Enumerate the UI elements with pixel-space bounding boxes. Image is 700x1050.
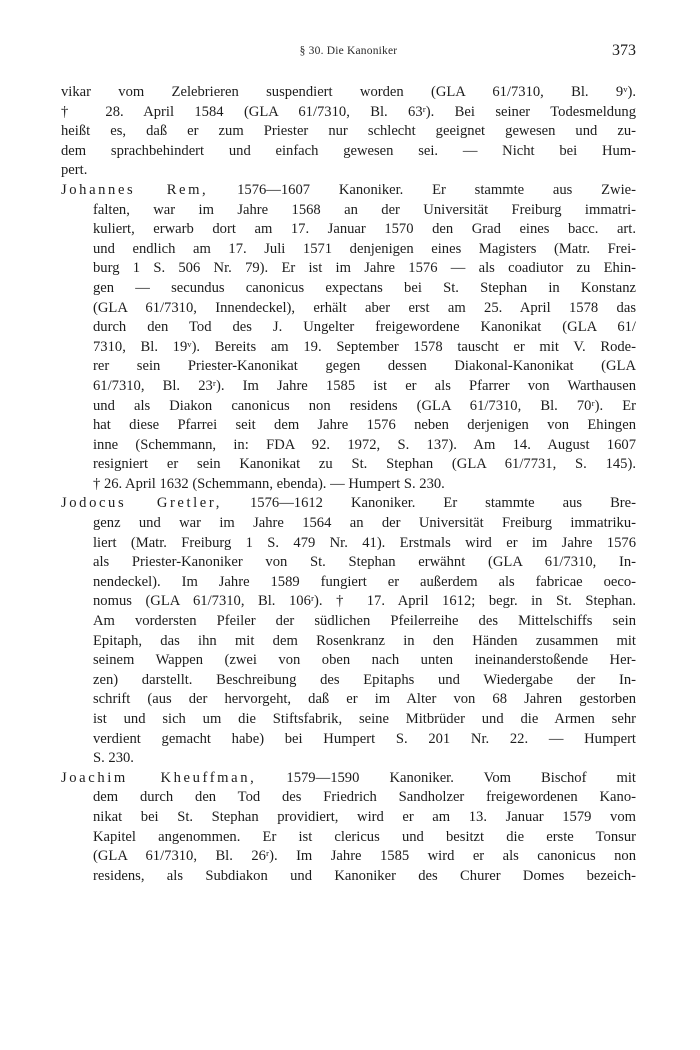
text-line: verdient gemacht habe) bei Humpert S. 201 Nr. 22. — Humpert [93,730,636,747]
text-line: Epitaph, das ihn mit dem Rosenkranz in den Händen zusammen mit [93,632,636,649]
text-line: vikar vom Zelebrieren suspendiert worden (GLA 61/7310, Bl. 9ᵛ). [61,84,636,100]
page-header [61,42,636,68]
entry-first-line [61,181,636,201]
text-line: (GLA 61/7310, Bl. 26ʳ). Im Jahre 1585 wird er als canonicus non [93,848,636,865]
body-text [61,83,636,886]
text-line: Kapitel angenommen. Er ist clericus und besitzt die erste Tonsur [93,828,636,845]
text-line: und als Diakon canonicus non residens (GLA 61/7310, Bl. 70ʳ). Er [93,397,636,414]
running-head: § 30. Die Kanoniker [299,45,398,57]
entry-johannes-rem [61,181,636,495]
text-line: zen) darstellt. Beschreibung des Epitaphs und Wiedergabe der In- [93,671,636,688]
text-fragment: 1576—1612 Kanoniker. Er stammte aus Bre- [222,495,636,512]
entry-joachim-kheuffman [61,769,636,887]
text-line: dem durch den Tod des Friedrich Sandholzer freigewordenen Kano- [93,789,636,806]
text-line: nikat bei St. Stephan providiert, wird er am 13. Januar 1579 vom [93,808,636,825]
entry-first-line [61,494,636,514]
text-line: S. 230. [93,750,134,767]
text-line: nendeckel). Im Jahre 1589 fungiert er außerdem als fabricae oeco- [93,573,636,590]
entry-first-line [61,769,636,789]
text-line: nomus (GLA 61/7310, Bl. 106ʳ). † 17. April 1612; begr. in St. Stephan. [93,593,636,610]
entry-name: Johannes Rem, [61,181,209,198]
entry-name: Jodocus Gretler, [61,495,223,512]
entry-continuation [61,83,636,181]
text-line: (GLA 61/7310, Innendeckel), erhält aber erst am 25. April 1578 das [93,299,636,316]
text-line: dem sprachbehindert und einfach gewesen sei. — Nicht bei Hum- [61,142,636,159]
text-line: residens, als Subdiakon und Kanoniker des Churer Domes bezeich- [93,867,636,884]
text-line: hat diese Pfarrei seit dem Jahre 1576 neben derjenigen von Ehingen [93,417,636,434]
page-number: 373 [612,42,636,59]
text-line: pert. [61,162,88,179]
text-line: resigniert er sein Kanonikat zu St. Stephan (GLA 61/7731, S. 145). [93,456,636,473]
text-line: schrift (aus der hervorgeht, daß er im Alter von 68 Jahren gestorben [93,691,636,708]
text-line: seinem Wappen (zwei von oben nach unten ineinanderstoßende Her- [93,652,636,669]
text-fragment: 1576—1607 Kanoniker. Er stammte aus Zwie- [208,181,636,198]
text-fragment: 1579—1590 Kanoniker. Vom Bischof mit [256,769,636,786]
text-line: falten, war im Jahre 1568 an der Universität Freiburg immatri- [93,201,636,218]
text-line: 61/7310, Bl. 23ʳ). Im Jahre 1585 ist er als Pfarrer von Warthausen [93,377,636,394]
text-line: und endlich am 17. Juli 1571 denjenigen eines Magisters (Matr. Frei- [93,240,636,257]
entry-jodocus-gretler [61,494,636,768]
text-line: genz und war im Jahre 1564 an der Universität Freiburg immatriku- [93,515,636,532]
entry-name: Joachim Kheuffman, [61,769,257,786]
text-line: 7310, Bl. 19ᵛ). Bereits am 19. September 1578 tauscht er mit V. Rode- [93,338,636,355]
text-line: kuliert, erwarb dort am 17. Januar 1570 den Grad eines bacc. art. [93,221,636,238]
text-line: Am vordersten Pfeiler der südlichen Pfeilerreihe des Mittelschiffs sein [93,613,636,630]
text-line: burg 1 S. 506 Nr. 79). Er ist im Jahre 1576 — als coadiutor zu Ehin- [93,260,636,277]
text-line: † 28. April 1584 (GLA 61/7310, Bl. 63ʳ). Bei seiner Todesmeldung [61,103,636,120]
text-line: ist und sich um die Stiftsfabrik, seine Mitbrüder und die Armen sehr [93,711,636,727]
text-line: † 26. April 1632 (Schemmann, ebenda). — Humpert S. 230. [93,475,445,492]
text-line: durch den Tod des J. Ungelter freigewordene Kanonikat (GLA 61/ [93,319,636,336]
text-line: als Priester-Kanoniker von St. Stephan erwähnt (GLA 61/7310, In- [93,554,636,571]
text-line: inne (Schemmann, in: FDA 92. 1972, S. 137). Am 14. August 1607 [93,436,636,453]
text-line: heißt es, daß er zum Priester nur schlecht geeignet gewesen und zu- [61,123,636,140]
text-line: liert (Matr. Freiburg 1 S. 479 Nr. 41). Erstmals wird er im Jahre 1576 [93,534,636,551]
text-line: rer sein Priester-Kanonikat gegen dessen Diakonal-Kanonikat (GLA [93,358,636,375]
text-line: gen — secundus canonicus expectans bei St. Stephan in Konstanz [93,279,636,296]
